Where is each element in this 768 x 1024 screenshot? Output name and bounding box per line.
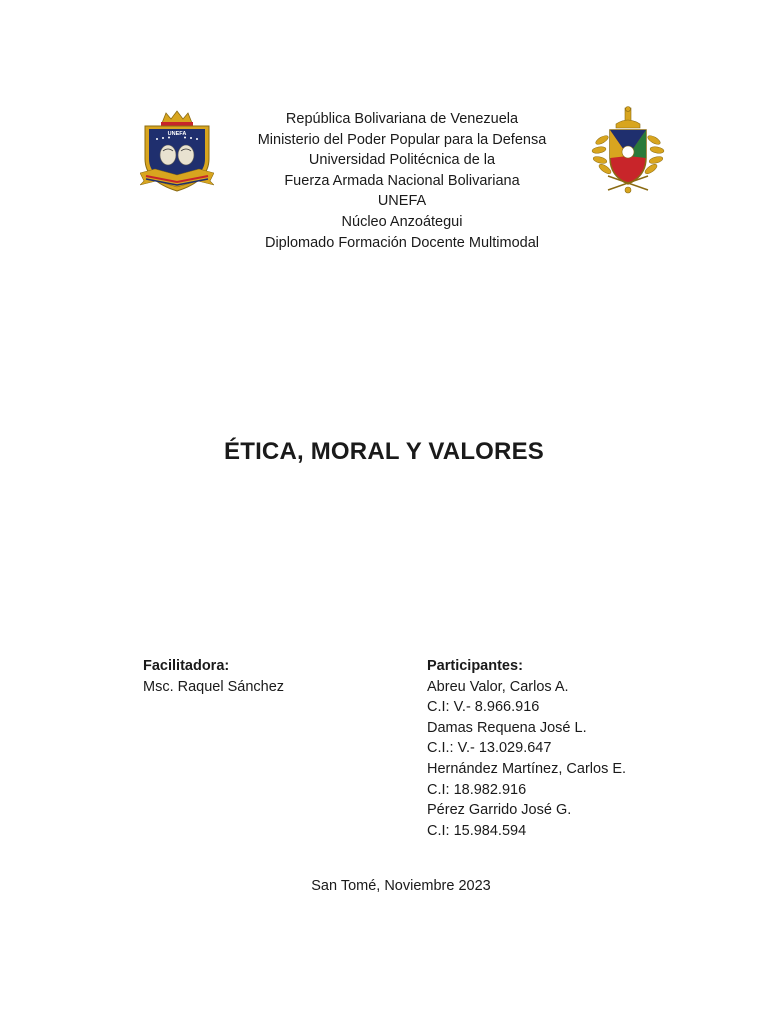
header-line-university: Universidad Politécnica de la (308, 152, 496, 169)
participants-section (427, 656, 626, 841)
participant-name: Pérez Garrido José G. (427, 802, 572, 819)
header-line-armed-forces: Fuerza Armada Nacional Bolivariana (284, 172, 520, 189)
participant-id: C.I: 15.984.594 (427, 822, 527, 839)
participant-name: Abreu Valor, Carlos A. (427, 678, 569, 695)
header-line-acronym: UNEFA (377, 193, 427, 210)
facilitator-section (143, 656, 284, 697)
participant-id: C.I: V.- 8.966.916 (427, 699, 540, 716)
place-and-date: San Tomé, Noviembre 2023 (311, 878, 491, 894)
participant-id: C.I.: V.- 13.029.647 (427, 740, 552, 757)
facilitator-heading: Facilitadora: (143, 658, 230, 674)
header-line-ministry: Ministerio del Poder Popular para la Defensa (257, 131, 547, 148)
participant-name: Hernández Martínez, Carlos E. (427, 760, 627, 777)
participant-name: Damas Requena José L. (427, 719, 587, 736)
header-line-campus: Núcleo Anzoátegui (341, 213, 463, 230)
logo-text: UNEFA (167, 131, 187, 137)
institution-header (200, 109, 604, 253)
header-line-country: República Bolivariana de Venezuela (285, 111, 519, 127)
document-title: ÉTICA, MORAL Y VALORES (224, 438, 544, 465)
facilitator-name: Msc. Raquel Sánchez (143, 678, 285, 695)
participants-heading: Participantes: (427, 658, 523, 674)
header-line-program: Diplomado Formación Docente Multimodal (264, 234, 539, 251)
participant-id: C.I: 18.982.916 (427, 781, 527, 798)
